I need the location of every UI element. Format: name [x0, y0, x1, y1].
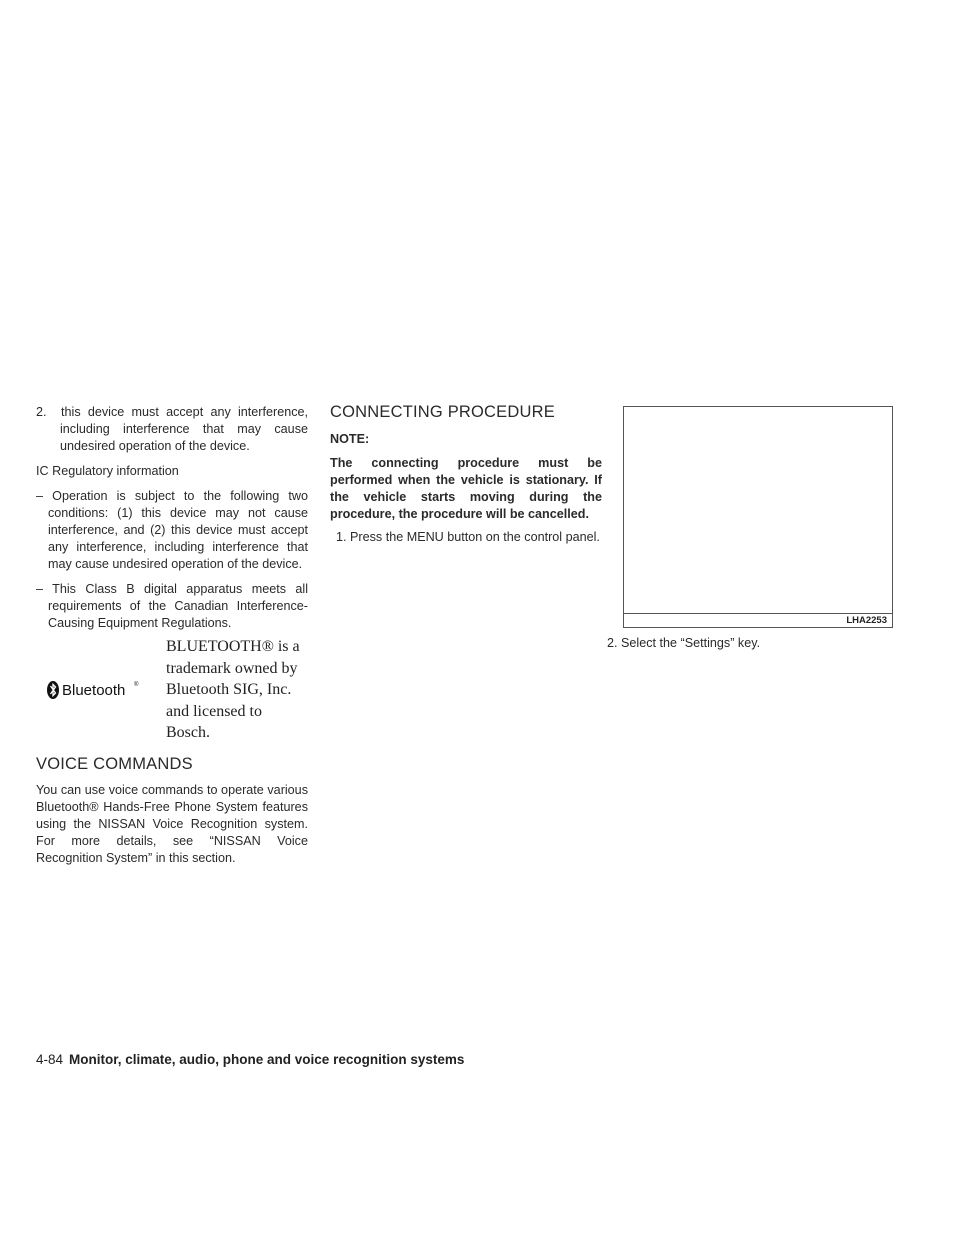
- svg-text:®: ®: [134, 682, 139, 688]
- bluetooth-trademark-text: BLUETOOTH® is a trademark owned by Bluetooth SIG, Inc. and licensed to Bosch.: [166, 638, 300, 742]
- list-item-text: this device must accept any interference, including interference that may cause undesired operation of the device.: [60, 405, 309, 453]
- page-number: 4-84: [36, 1052, 64, 1067]
- voice-commands-heading: VOICE COMMANDS: [36, 755, 193, 773]
- right-column: [607, 406, 895, 652]
- list-item-2: [36, 404, 308, 455]
- bluetooth-trademark-block: [36, 638, 308, 742]
- middle-column: [330, 404, 602, 546]
- figure-placeholder: [623, 406, 893, 628]
- note-label: NOTE:: [330, 432, 370, 446]
- bluetooth-logo-icon: [46, 679, 144, 701]
- dash-item-conditions: – Operation is subject to the following two conditions: (1) this device may not cause interference, and (2) this device must accept any interference, including interference that may cause undesired operation of the device.: [36, 489, 308, 571]
- step-1: 1. Press the MENU button on the control panel.: [336, 530, 600, 544]
- ic-regulatory-heading: IC Regulatory information: [36, 464, 179, 478]
- voice-commands-text: You can use voice commands to operate various Bluetooth® Hands-Free Phone System features using the NISSAN Voice Recognition system. For more details, see “NISSAN Voice Recognition System” in this section.: [36, 783, 308, 865]
- bluetooth-wordmark: Bluetooth: [62, 682, 126, 699]
- bluetooth-logo: [36, 679, 158, 701]
- figure-code: LHA2253: [624, 613, 892, 627]
- note-text: The connecting procedure must be performed when the vehicle is stationary. If the vehicle starts moving during the procedure, the procedure will be cancelled.: [330, 456, 602, 521]
- dash-item-class-b: – This Class B digital apparatus meets all requirements of the Canadian Interference-Causing Equipment Regulations.: [36, 582, 308, 630]
- list-item-number: 2.: [36, 405, 47, 419]
- step-2: 2. Select the “Settings” key.: [607, 636, 761, 650]
- left-column: [36, 404, 308, 867]
- page-footer: [36, 1052, 464, 1067]
- chapter-title: Monitor, climate, audio, phone and voice recognition systems: [69, 1052, 465, 1067]
- connecting-procedure-heading: CONNECTING PROCEDURE: [330, 403, 555, 421]
